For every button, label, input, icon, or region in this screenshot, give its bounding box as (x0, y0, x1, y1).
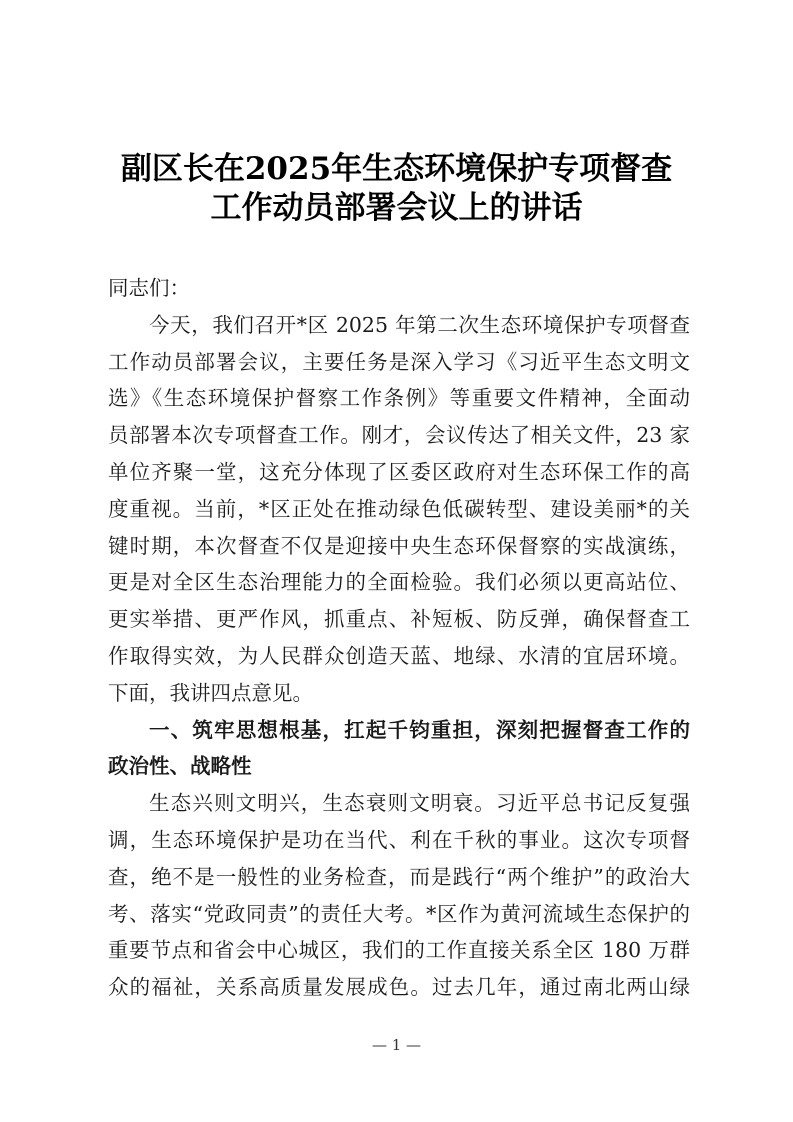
text-line: 众的福祉，关系高质量发展成色。过去几年，通过南北两山绿 (108, 975, 690, 1000)
text-line: 一、筑牢思想根基，扛起千钧重担，深刻把握督查工作的 (149, 717, 690, 742)
text-line: 查，绝不是一般性的业务检查，而是践行“两个维护”的政治大 (108, 864, 690, 889)
text-line: 选》《生态环境保护督察工作条例》等重要文件精神，全面动 (108, 386, 690, 411)
document-body (108, 270, 690, 1006)
text-line: 作取得实效，为人民群众创造天蓝、地绿、水清的宜居环境。 (108, 643, 690, 668)
section-heading (108, 712, 690, 786)
paragraph (108, 307, 690, 712)
text-line: 生态兴则文明兴，生态衰则文明衰。习近平总书记反复强 (149, 791, 690, 816)
text-line: 键时期，本次督查不仅是迎接中央生态环保督察的实战演练， (108, 533, 690, 558)
text-line: 考、落实“党政同责”的责任大考。*区作为黄河流域生态保护的 (108, 901, 690, 926)
text-line: 下面，我讲四点意见。 (108, 680, 313, 705)
page-number: — 1 — (371, 1036, 422, 1054)
text-line: 政治性、战略性 (108, 754, 252, 779)
text-line: 更实举措、更严作风，抓重点、补短板、防反弹，确保督查工 (108, 607, 690, 632)
document-title (60, 150, 733, 228)
text-line: 更是对全区生态治理能力的全面检验。我们必须以更高站位、 (108, 570, 690, 595)
text-line: 同志们： (108, 276, 190, 300)
text-line: 工作动员部署会议，主要任务是深入学习《习近平生态文明文 (108, 349, 690, 374)
text-line: 重要节点和省会中心城区，我们的工作直接关系全区 180 万群 (108, 938, 690, 963)
salutation (108, 270, 690, 307)
title-line-1: 副区长在2025年生态环境保护专项督查 (120, 151, 673, 187)
paragraph (108, 785, 690, 1006)
text-line: 调，生态环境保护是功在当代、利在千秋的事业。这次专项督 (108, 827, 690, 852)
title-line-2: 工作动员部署会议上的讲话 (210, 190, 583, 226)
text-line: 单位齐聚一堂，这充分体现了区委区政府对生态环保工作的高 (108, 459, 690, 484)
text-line: 今天，我们召开*区 2025 年第二次生态环境保护专项督查 (149, 312, 690, 337)
text-line: 员部署本次专项督查工作。刚才，会议传达了相关文件，23 家 (108, 423, 690, 448)
text-line: 度重视。当前，*区正处在推动绿色低碳转型、建设美丽*的关 (108, 496, 690, 521)
